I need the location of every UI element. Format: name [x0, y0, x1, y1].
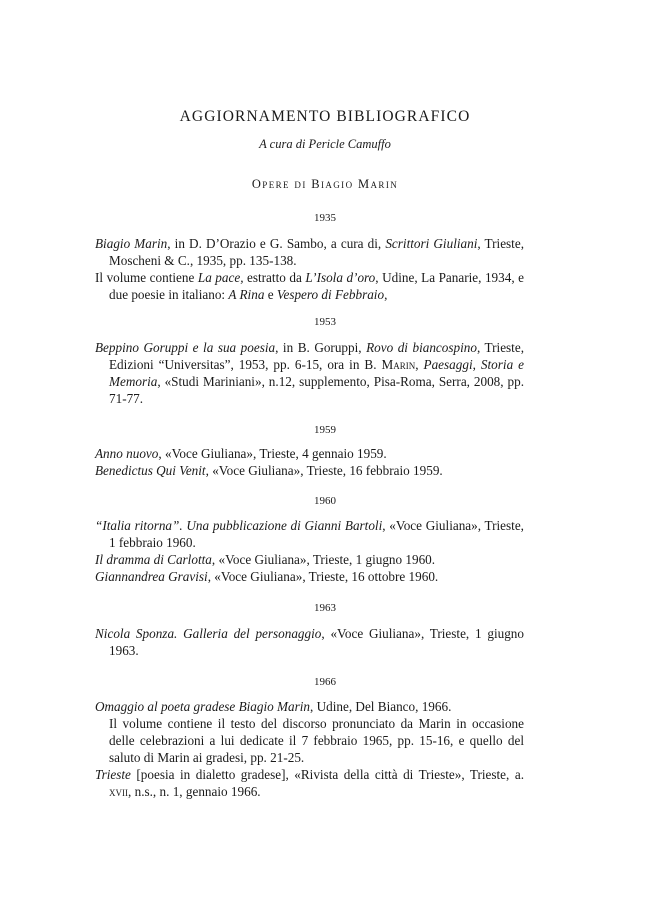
entry-title-text: Benedictus Qui Venit: [95, 463, 206, 478]
entry-text: Marin: [381, 357, 416, 372]
bibliography-entry: [95, 698, 524, 715]
year-heading-1935: 1935: [314, 212, 336, 224]
entries-1966: [95, 698, 524, 800]
year-heading-1966: 1966: [314, 676, 336, 688]
entry-text: , «Studi Mariniani», n.12, supplemento, Pisa-Roma, Serra, 2008, pp. 71-77.: [109, 374, 524, 406]
year-heading-1960: 1960: [314, 495, 336, 507]
bibliography-entry: [95, 235, 524, 269]
entry-text: , Udine, La Panarie, 1934, e due poesie in italiano:: [109, 270, 524, 302]
year-heading-1963: 1963: [314, 602, 336, 614]
entry-text: estratto da: [243, 270, 306, 285]
bibliography-entry: [95, 339, 524, 407]
entries-1935: [95, 235, 524, 303]
entries-1960: [95, 517, 524, 585]
entry-text: , «Voce Giuliana», Trieste, 16 ottobre 1960.: [207, 569, 439, 584]
entry-title-text: L’Isola d’oro: [305, 270, 376, 285]
entry-title-text: Giannandrea Gravisi: [95, 569, 208, 584]
entries-1953: [95, 339, 524, 407]
entry-title-text: Omaggio al poeta gradese Biagio Marin: [95, 699, 311, 714]
entry-title-text: Scrittori Giuliani: [385, 236, 478, 251]
entry-text: , «Voce Giuliana», Trieste, 1 febbraio 1960.: [109, 518, 524, 550]
entries-1963: [95, 625, 524, 659]
entry-text: , in B. Goruppi,: [275, 340, 367, 355]
entry-title-text: Biagio Marin: [95, 236, 168, 251]
entry-text: , in D. D’Orazio e G. Sambo, a cura di,: [167, 236, 386, 251]
page-title: AGGIORNAMENTO BIBLIOGRAFICO: [179, 108, 471, 125]
entry-title-text: “Italia ritorna”. Una pubblicazione di Gianni Bartoli: [95, 518, 383, 533]
entry-text: ,: [415, 357, 424, 372]
bibliography-entry: [95, 551, 524, 568]
bibliography-entry: [95, 625, 524, 659]
entry-text: , «Voce Giuliana», Trieste, 16 febbraio 1959.: [205, 463, 443, 478]
entry-text: xvii: [109, 784, 128, 799]
bibliography-entry: [95, 517, 524, 551]
entry-text: , «Voce Giuliana», Trieste, 1 giugno 1963.: [109, 626, 524, 658]
bibliography-entry: [95, 462, 524, 479]
entry-text: , «Voce Giuliana», Trieste, 4 gennaio 1959.: [158, 446, 387, 461]
entry-title-text: La pace,: [197, 270, 244, 285]
entry-title-text: Il dramma di Carlotta: [95, 552, 212, 567]
year-heading-1959: 1959: [314, 424, 336, 436]
entry-title-text: Anno nuovo: [95, 446, 159, 461]
entry-text: , Udine, Del Bianco, 1966.: [310, 699, 452, 714]
entry-text: [poesia in dialetto gradese], «Rivista della città di Trieste», Trieste, a.: [130, 767, 524, 782]
entry-title-text: A Rina: [228, 287, 265, 302]
entry-text: , Trieste, Moscheni & C., 1935, pp. 135-138.: [109, 236, 524, 268]
entry-text: ,: [472, 357, 481, 372]
section-title: Opere di Biagio Marin: [251, 177, 399, 191]
entries-1959: [95, 445, 524, 479]
bibliography-note: [95, 715, 524, 766]
year-heading-1953: 1953: [314, 316, 336, 328]
entry-title-text: Paesaggi: [423, 357, 473, 372]
entry-title-text: Storia e Memoria: [109, 357, 525, 389]
page-subtitle: A cura di Pericle Camuffo: [259, 137, 391, 151]
entry-title-text: Trieste: [95, 767, 131, 782]
entry-text: e: [264, 287, 277, 302]
entry-text: Il volume contiene: [95, 270, 198, 285]
entry-title-text: Vespero di Febbraio: [276, 287, 385, 302]
entry-text: , «Voce Giuliana», Trieste, 1 giugno 1960.: [211, 552, 436, 567]
bibliography-note: [95, 269, 524, 303]
bibliography-entry: [95, 568, 524, 585]
entry-text: Il volume contiene il testo del discorso pronunciato da Marin in occasione delle celebrazioni a lui dedicate il 7 febbraio 1965, pp. 15-16, e quello del saluto di Marin ai gradesi, pp. 21-25.: [109, 716, 524, 765]
entry-text: , Trieste, Edizioni “Universitas”, 1953, pp. 6-15, ora in B.: [109, 340, 524, 372]
entry-text: , n.s., n. 1, gennaio 1966.: [128, 784, 261, 799]
entry-title-text: Rovo di biancospino: [366, 340, 477, 355]
bibliography-entry: [95, 445, 524, 462]
bibliography-entry: [95, 766, 524, 800]
entry-title-text: Beppino Goruppi e la sua poesia: [95, 340, 276, 355]
entry-text: ,: [384, 287, 388, 302]
entry-title-text: Nicola Sponza. Galleria del personaggio: [95, 626, 322, 641]
